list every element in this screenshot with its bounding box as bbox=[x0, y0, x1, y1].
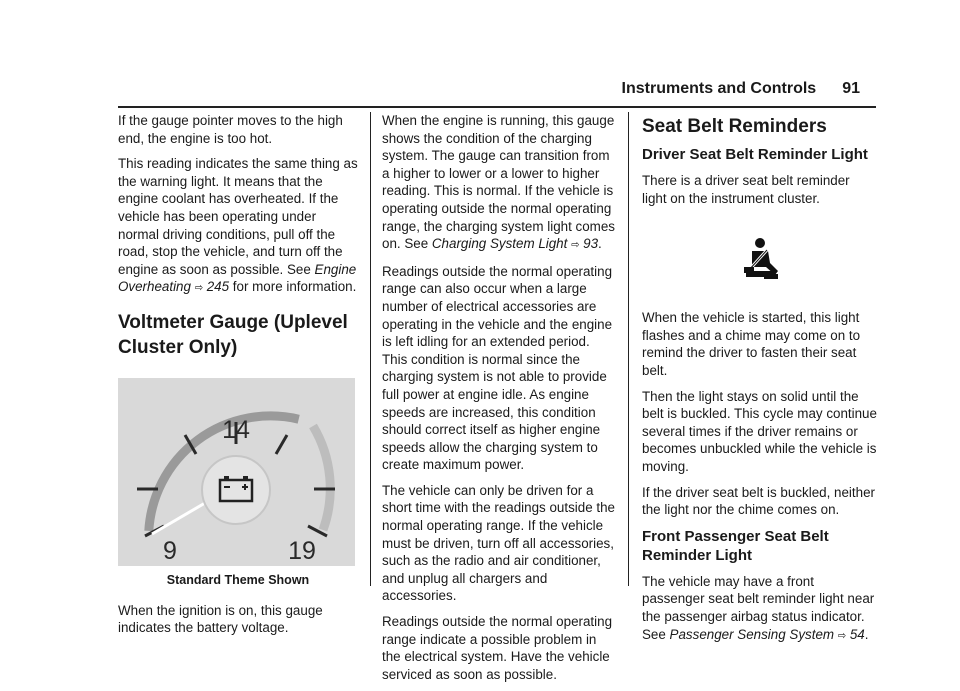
paragraph: The vehicle may have a front passenger seat belt reminder light near the passenger airbag status indicator. See Passenger Sensing System ⇨ 54. bbox=[642, 573, 875, 642]
column-divider-1 bbox=[370, 112, 371, 586]
paragraph: The vehicle can only be driven for a short time with the readings outside the normal operating range. If the vehicle must be driven, turn off all accessories, such as the radio and air conditioner, and unplug all chargers and accessories. bbox=[382, 482, 615, 604]
column-1 bbox=[118, 112, 358, 645]
xref-link-engine-overheating[interactable]: Engine Overheating ⇨ 245 bbox=[118, 261, 357, 295]
page-ref-arrow-icon: ⇨ bbox=[194, 282, 203, 295]
seatbelt-icon-wrap bbox=[642, 215, 877, 309]
column-2 bbox=[382, 112, 616, 691]
gauge-label-19: 19 bbox=[288, 536, 316, 565]
voltmeter-gauge-illustration bbox=[118, 378, 355, 566]
gauge-label-14: 14 bbox=[222, 415, 250, 444]
column-3 bbox=[642, 112, 877, 653]
paragraph: If the gauge pointer moves to the high end, the engine is too hot. bbox=[118, 113, 343, 146]
gauge-needle bbox=[152, 503, 205, 534]
subheading-driver-reminder: Driver Seat Belt Reminder Light bbox=[642, 146, 868, 163]
paragraph: There is a driver seat belt reminder light on the instrument cluster. bbox=[642, 173, 850, 206]
paragraph: Readings outside the normal operating range indicate a possible problem in the electrical system. Have the vehicle serviced as soon as possible. bbox=[382, 614, 613, 682]
paragraph: Then the light stays on solid until the belt is buckled. This cycle may continue several times if the driver remains or becomes unbuckled while the vehicle is moving. bbox=[642, 388, 877, 474]
paragraph: This reading indicates the same thing as the warning light. It means that the engine coolant has overheated. If the vehicle has been operating under normal driving conditions, pull off the road, stop the vehicle, and turn off the engine as soon as possible. See Engine Overheating ⇨ 245 for more information. bbox=[118, 156, 358, 295]
paragraph: When the ignition is on, this gauge indicates the battery voltage. bbox=[118, 602, 323, 636]
tick-mark bbox=[276, 435, 287, 454]
page-ref-arrow-icon: ⇨ bbox=[571, 239, 580, 252]
seatbelt-icon bbox=[738, 237, 782, 283]
gauge-hub bbox=[202, 456, 270, 524]
xref-link-charging-system-light[interactable]: Charging System Light ⇨ 93 bbox=[431, 236, 599, 252]
figure-caption: Standard Theme Shown bbox=[166, 572, 310, 587]
page-ref-arrow-icon: ⇨ bbox=[837, 629, 847, 642]
header-title: Instruments and Controls bbox=[621, 80, 817, 97]
gauge-label-9: 9 bbox=[163, 536, 177, 565]
subheading-passenger-reminder: Front Passenger Seat Belt Reminder Light bbox=[642, 527, 829, 564]
page-number: 91 bbox=[842, 80, 860, 97]
paragraph: Readings outside the normal operating range can also occur when a large number of electrical accessories are operating in the vehicle and the engine is left idling for an extended period. This condition is normal since the charging system is not able to provide full power at engine idle. As engine speeds are increased, this condition should correct itself as higher engine speeds allow the charging system to create maximum power. bbox=[382, 263, 613, 473]
paragraph: When the engine is running, this gauge shows the condition of the charging system. The gauge can transition from a higher to lower or a lower to higher reading. This is normal. If the vehicle is operating outside the normal operating range, the charging system light comes on. See Charging System Light ⇨ 93. bbox=[382, 113, 615, 252]
section-heading-seat-belt-reminders: Seat Belt Reminders bbox=[642, 116, 827, 137]
xref-link-passenger-sensing-system[interactable]: Passenger Sensing System ⇨ 54 bbox=[669, 626, 865, 642]
paragraph: If the driver seat belt is buckled, neither the light nor the chime comes on. bbox=[642, 484, 875, 518]
header-rule bbox=[118, 106, 876, 108]
page-header bbox=[622, 80, 860, 98]
paragraph: When the vehicle is started, this light flashes and a chime may come on to remind the driver to fasten their seat belt. bbox=[642, 310, 861, 378]
column-divider-2 bbox=[628, 112, 629, 586]
section-heading-voltmeter: Voltmeter Gauge (Uplevel Cluster Only) bbox=[118, 311, 348, 358]
